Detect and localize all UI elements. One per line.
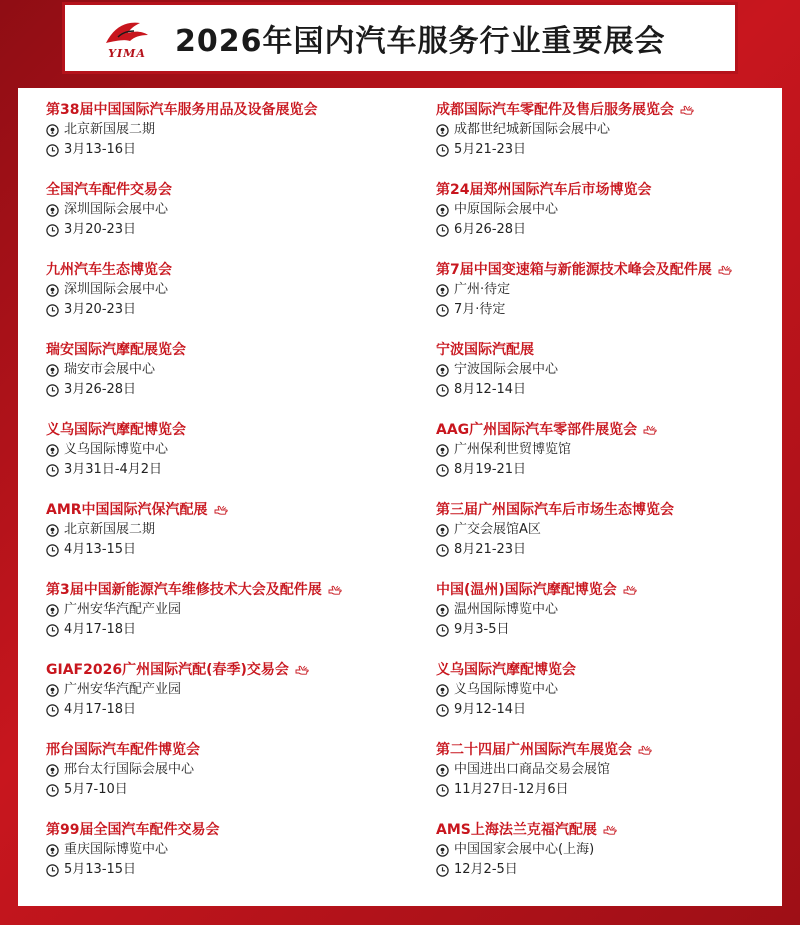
pointing-hand-icon [214,505,228,516]
event-name-row [46,260,406,280]
event-name: 九州汽车生态博览会 [46,262,172,278]
event-venue-row [436,680,796,700]
event-name: 第三届广州国际汽车后市场生态博览会 [436,502,674,518]
event-venue-row [46,200,406,220]
event-item [436,100,796,180]
event-name-row [46,740,406,760]
event-venue-row [46,120,406,140]
event-date-row [46,140,406,160]
event-name-row [436,100,796,120]
event-name: 第3届中国新能源汽车维修技术大会及配件展 [46,582,322,598]
event-date-row [46,700,406,720]
clock-icon [46,864,59,877]
event-venue: 中国国家会展中心(上海) [454,842,595,857]
event-list-panel [18,88,782,906]
event-venue: 义乌国际博览中心 [64,442,169,457]
event-date: 3月31日-4月2日 [64,462,163,477]
event-venue: 深圳国际会展中心 [64,282,169,297]
clock-icon [46,304,59,317]
clock-icon [436,384,449,397]
event-venue-row [46,520,406,540]
event-venue-row [436,360,796,380]
location-pin-icon [436,604,449,617]
event-venue: 中原国际会展中心 [454,202,559,217]
event-date-row [436,780,796,800]
location-pin-icon [46,604,59,617]
pointing-hand-icon [603,825,617,836]
event-venue: 广州·待定 [454,282,511,297]
pointing-hand-icon [295,665,309,676]
event-venue-row [436,520,796,540]
event-date-row [46,220,406,240]
event-date-row [46,620,406,640]
event-name: AAG广州国际汽车零部件展览会 [436,422,638,438]
event-venue: 中国进出口商品交易会展馆 [454,762,611,777]
clock-icon [46,544,59,557]
event-venue-row [46,840,406,860]
event-date: 3月13-16日 [64,142,137,157]
event-date: 7月·待定 [454,302,506,317]
event-venue-row [46,360,406,380]
event-venue-row [436,280,796,300]
pointing-hand-icon [328,585,342,596]
event-name-row [436,260,796,280]
event-date: 8月21-23日 [454,542,527,557]
page-title: 2026年国内汽车服务行业重要展会 [175,24,666,59]
event-name: 第7届中国变速箱与新能源技术峰会及配件展 [436,262,712,278]
event-date-row [436,860,796,880]
event-name: 第二十四届广州国际汽车展览会 [436,742,632,758]
event-name: 邢台国际汽车配件博览会 [46,742,200,758]
event-name: AMS上海法兰克福汽配展 [436,822,597,838]
clock-icon [46,704,59,717]
event-date: 9月3-5日 [454,622,510,637]
event-name-row [436,340,796,360]
event-venue-row [436,200,796,220]
event-date-row [436,700,796,720]
event-date-row [436,380,796,400]
location-pin-icon [46,444,59,457]
clock-icon [46,144,59,157]
event-item [46,180,406,260]
event-venue: 北京新国展二期 [64,122,156,137]
event-venue-row [46,280,406,300]
location-pin-icon [46,284,59,297]
location-pin-icon [46,844,59,857]
yima-logo [83,8,171,68]
event-venue-row [46,680,406,700]
event-item [436,660,796,740]
location-pin-icon [436,204,449,217]
event-item [46,740,406,820]
pointing-hand-icon [638,745,652,756]
event-date-row [46,780,406,800]
event-date-row [46,380,406,400]
location-pin-icon [436,364,449,377]
event-date: 5月13-15日 [64,862,137,877]
event-venue: 宁波国际会展中心 [454,362,559,377]
event-date-row [46,540,406,560]
event-date: 5月21-23日 [454,142,527,157]
event-name-row [46,340,406,360]
clock-icon [436,464,449,477]
event-date-row [436,300,796,320]
event-name: 义乌国际汽摩配博览会 [46,422,186,438]
event-date: 9月12-14日 [454,702,527,717]
event-name: 中国(温州)国际汽摩配博览会 [436,582,617,598]
event-venue: 邢台太行国际会展中心 [64,762,195,777]
event-date: 3月20-23日 [64,302,137,317]
event-venue: 北京新国展二期 [64,522,156,537]
clock-icon [46,224,59,237]
event-date: 12月2-5日 [454,862,518,877]
event-name-row [46,580,406,600]
event-venue-row [46,760,406,780]
event-item [46,500,406,580]
event-name-row [436,740,796,760]
event-name: 第38届中国国际汽车服务用品及设备展览会 [46,102,318,118]
location-pin-icon [436,444,449,457]
clock-icon [436,224,449,237]
event-item [436,500,796,580]
event-date: 8月19-21日 [454,462,527,477]
pointing-hand-icon [623,585,637,596]
event-item [436,580,796,660]
event-venue-row [436,600,796,620]
event-name-row [46,820,406,840]
clock-icon [436,784,449,797]
event-venue: 瑞安市会展中心 [64,362,156,377]
clock-icon [436,864,449,877]
event-date-row [46,860,406,880]
event-name-row [46,420,406,440]
event-name-row [436,500,796,520]
event-date-row [46,460,406,480]
event-date: 5月7-10日 [64,782,128,797]
clock-icon [436,624,449,637]
clock-icon [436,304,449,317]
event-date: 3月20-23日 [64,222,137,237]
header-banner [62,2,738,74]
event-venue: 深圳国际会展中心 [64,202,169,217]
event-name: GIAF2026广州国际汽配(春季)交易会 [46,662,289,678]
clock-icon [46,784,59,797]
event-name-row [46,180,406,200]
event-name-row [436,420,796,440]
event-name: 宁波国际汽配展 [436,342,534,358]
clock-icon [436,704,449,717]
event-date: 4月17-18日 [64,702,137,717]
clock-icon [46,384,59,397]
event-name-row [436,660,796,680]
event-date-row [436,140,796,160]
event-venue-row [436,120,796,140]
event-venue-row [436,840,796,860]
event-name-row [436,820,796,840]
event-name-row [46,660,406,680]
event-name: 第24届郑州国际汽车后市场博览会 [436,182,652,198]
event-venue: 广州安华汽配产业园 [64,602,182,617]
event-venue: 广州保利世贸博览馆 [454,442,572,457]
event-date: 8月12-14日 [454,382,527,397]
event-name-row [46,500,406,520]
location-pin-icon [46,684,59,697]
event-date-row [46,300,406,320]
event-venue-row [436,440,796,460]
event-name-row [436,180,796,200]
event-item [436,180,796,260]
event-name: 成都国际汽车零配件及售后服务展览会 [436,102,674,118]
event-date-row [436,620,796,640]
logo-text: YIMA [108,46,146,60]
event-venue-row [46,440,406,460]
event-date-row [436,540,796,560]
event-date-row [436,460,796,480]
event-venue: 成都世纪城新国际会展中心 [454,122,611,137]
clock-icon [46,624,59,637]
location-pin-icon [436,284,449,297]
event-item [436,260,796,340]
event-name: AMR中国国际汽保汽配展 [46,502,208,518]
location-pin-icon [46,204,59,217]
event-date: 3月26-28日 [64,382,137,397]
event-item [436,340,796,420]
event-item [436,820,796,900]
event-item [46,420,406,500]
pointing-hand-icon [680,105,694,116]
pointing-hand-icon [643,425,657,436]
location-pin-icon [436,764,449,777]
location-pin-icon [436,684,449,697]
event-venue: 重庆国际博览中心 [64,842,169,857]
horse-logo-icon [100,17,154,49]
event-item [46,580,406,660]
event-item [46,100,406,180]
event-name: 瑞安国际汽摩配展览会 [46,342,186,358]
event-name: 义乌国际汽摩配博览会 [436,662,576,678]
event-name-row [46,100,406,120]
event-venue: 温州国际博览中心 [454,602,559,617]
location-pin-icon [436,844,449,857]
location-pin-icon [46,364,59,377]
event-item [46,820,406,900]
event-name: 第99届全国汽车配件交易会 [46,822,220,838]
event-venue: 广州安华汽配产业园 [64,682,182,697]
event-item [436,740,796,820]
event-item [46,660,406,740]
event-date: 11月27日-12月6日 [454,782,569,797]
event-venue-row [46,600,406,620]
event-item [436,420,796,500]
event-venue: 广交会展馆A区 [454,522,541,537]
event-name-row [436,580,796,600]
event-date: 4月17-18日 [64,622,137,637]
location-pin-icon [436,524,449,537]
event-item [46,260,406,340]
clock-icon [436,144,449,157]
location-pin-icon [46,124,59,137]
event-date-row [436,220,796,240]
location-pin-icon [46,524,59,537]
event-column-left [46,100,406,900]
event-date: 4月13-15日 [64,542,137,557]
event-date: 6月26-28日 [454,222,527,237]
event-venue: 义乌国际博览中心 [454,682,559,697]
event-item [46,340,406,420]
location-pin-icon [46,764,59,777]
clock-icon [46,464,59,477]
clock-icon [436,544,449,557]
event-column-right [436,100,796,900]
pointing-hand-icon [718,265,732,276]
location-pin-icon [436,124,449,137]
event-name: 全国汽车配件交易会 [46,182,172,198]
event-venue-row [436,760,796,780]
